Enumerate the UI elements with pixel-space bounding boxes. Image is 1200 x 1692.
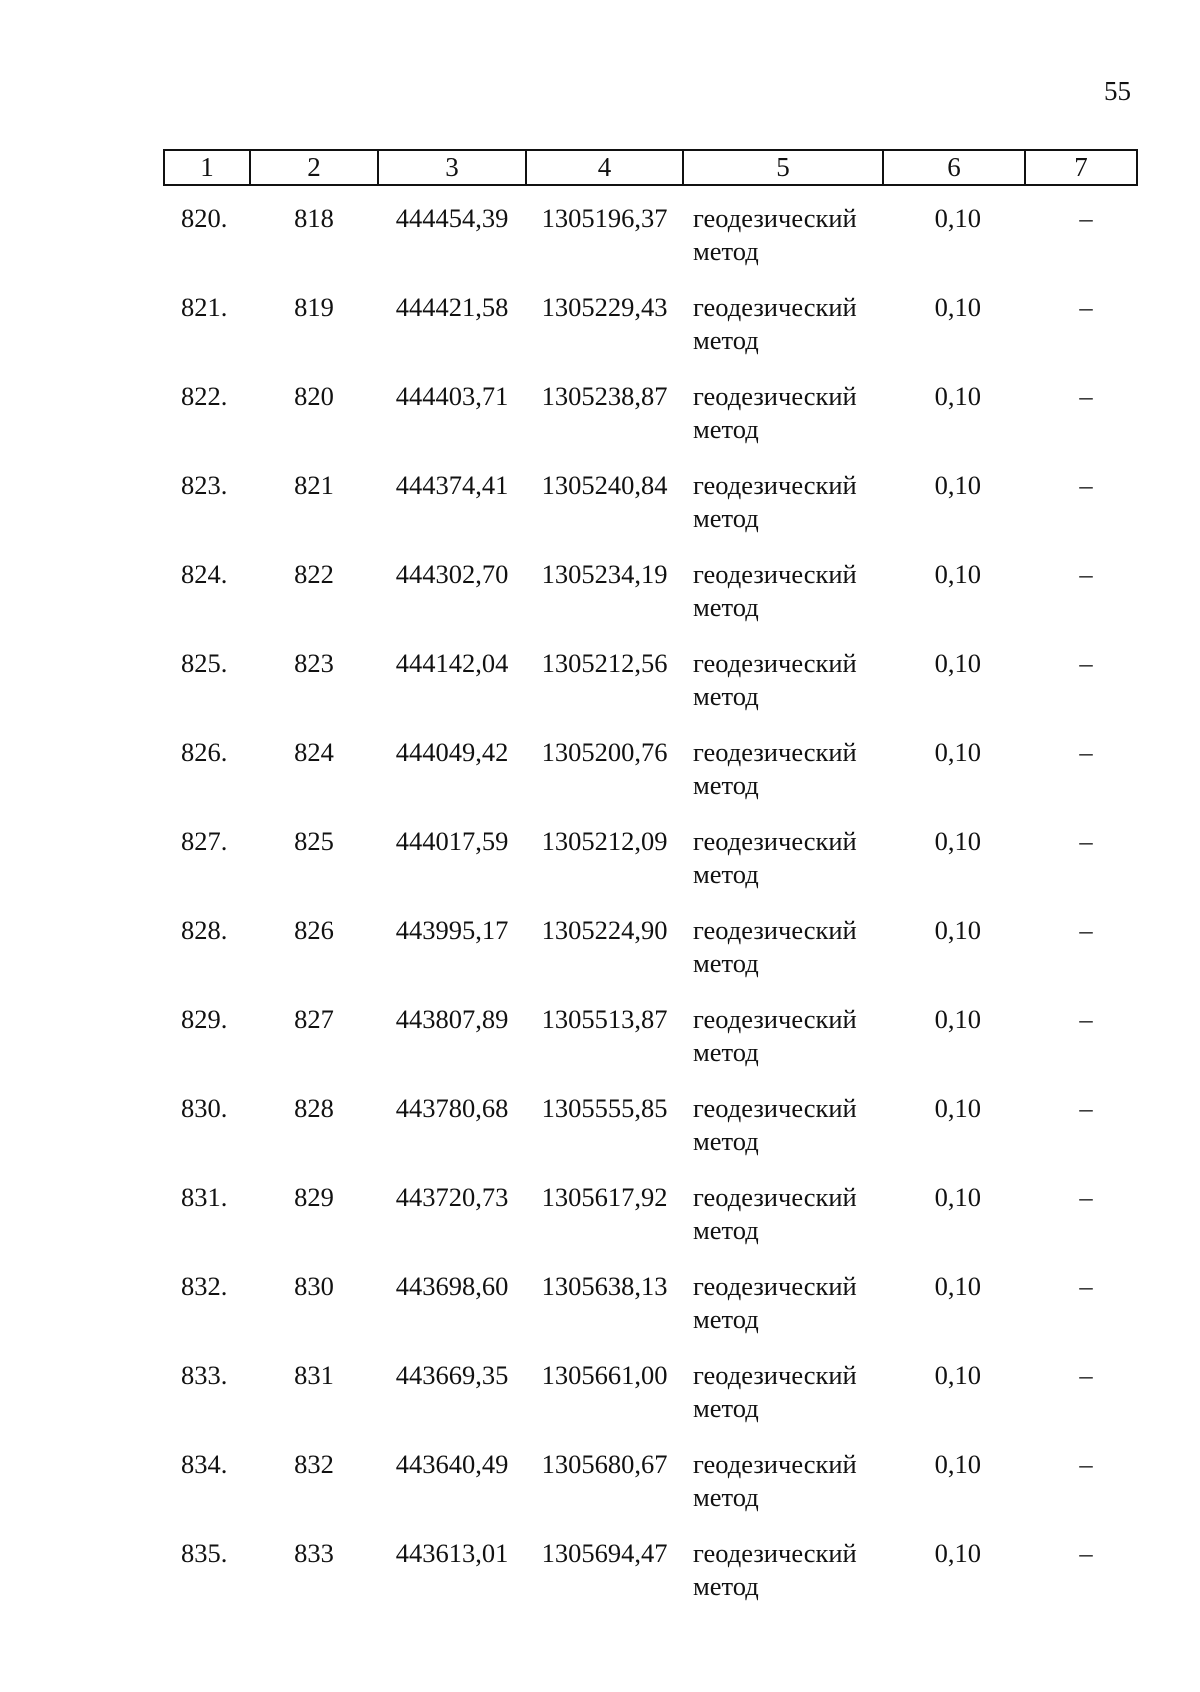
point-number: 829 [294, 1182, 334, 1212]
table-row [164, 185, 1137, 291]
coordinate-x: 444142,04 [395, 648, 509, 678]
coordinate-x: 443640,49 [395, 1449, 509, 1479]
coordinate-y: 1305555,85 [541, 1093, 668, 1123]
coordinate-x: 443807,89 [395, 1004, 509, 1034]
column-header-3: 3 [378, 150, 526, 185]
determination-method [683, 380, 883, 469]
note-value: – [1079, 1271, 1093, 1301]
coordinate-x: 443669,35 [395, 1360, 509, 1390]
determination-method [683, 1270, 883, 1359]
point-number: 818 [294, 203, 334, 233]
point-number: 827 [294, 1004, 334, 1034]
column-header-6: 6 [883, 150, 1025, 185]
note-value: – [1079, 470, 1093, 500]
point-number: 833 [294, 1538, 334, 1568]
coordinate-x: 443780,68 [395, 1093, 509, 1123]
table-header [164, 150, 1137, 185]
method-line-1: геодезический [693, 470, 857, 500]
coordinate-y: 1305680,67 [541, 1449, 668, 1479]
row-number: 833. [181, 1360, 228, 1390]
accuracy-value: 0,10 [934, 1538, 981, 1568]
determination-method [683, 469, 883, 558]
coordinate-x: 444302,70 [395, 559, 509, 589]
accuracy-value: 0,10 [934, 470, 981, 500]
coordinate-y: 1305229,43 [541, 292, 668, 322]
note-value: – [1079, 737, 1093, 767]
method-line-2: метод [693, 948, 759, 978]
method-line-1: геодезический [693, 1538, 857, 1568]
determination-method [683, 1448, 883, 1537]
coordinate-x: 444403,71 [395, 381, 509, 411]
method-line-2: метод [693, 1304, 759, 1334]
method-line-2: метод [693, 1215, 759, 1245]
table-row [164, 558, 1137, 647]
table-row [164, 1448, 1137, 1537]
note-value: – [1079, 381, 1093, 411]
coordinate-y: 1305224,90 [541, 915, 668, 945]
note-value: – [1079, 1004, 1093, 1034]
coordinate-x: 443698,60 [395, 1271, 509, 1301]
accuracy-value: 0,10 [934, 915, 981, 945]
point-number: 830 [294, 1271, 334, 1301]
table-row [164, 914, 1137, 1003]
row-number: 828. [181, 915, 228, 945]
table-row [164, 1537, 1137, 1626]
header-row [164, 150, 1137, 185]
method-line-1: геодезический [693, 203, 857, 233]
point-number: 823 [294, 648, 334, 678]
coordinate-y: 1305200,76 [541, 737, 668, 767]
column-header-2: 2 [250, 150, 378, 185]
row-number: 831. [181, 1182, 228, 1212]
method-line-2: метод [693, 770, 759, 800]
row-number: 821. [181, 292, 228, 322]
row-number: 822. [181, 381, 228, 411]
coordinate-x: 444049,42 [395, 737, 509, 767]
determination-method [683, 185, 883, 291]
note-value: – [1079, 1182, 1093, 1212]
column-header-5: 5 [683, 150, 883, 185]
row-number: 820. [181, 203, 228, 233]
coordinate-y: 1305694,47 [541, 1538, 668, 1568]
determination-method [683, 647, 883, 736]
determination-method [683, 291, 883, 380]
point-number: 819 [294, 292, 334, 322]
determination-method [683, 914, 883, 1003]
coordinate-x: 443720,73 [395, 1182, 509, 1212]
coordinate-y: 1305238,87 [541, 381, 668, 411]
accuracy-value: 0,10 [934, 1449, 981, 1479]
point-number: 821 [294, 470, 334, 500]
table-row [164, 736, 1137, 825]
method-line-1: геодезический [693, 915, 857, 945]
accuracy-value: 0,10 [934, 648, 981, 678]
accuracy-value: 0,10 [934, 1360, 981, 1390]
point-number: 820 [294, 381, 334, 411]
coordinate-y: 1305234,19 [541, 559, 668, 589]
coordinate-x: 443613,01 [395, 1538, 509, 1568]
accuracy-value: 0,10 [934, 826, 981, 856]
method-line-2: метод [693, 1126, 759, 1156]
method-line-1: геодезический [693, 559, 857, 589]
coordinate-y: 1305661,00 [541, 1360, 668, 1390]
table-row [164, 1003, 1137, 1092]
table-row [164, 1181, 1137, 1270]
accuracy-value: 0,10 [934, 1093, 981, 1123]
point-number: 831 [294, 1360, 334, 1390]
method-line-2: метод [693, 1571, 759, 1601]
method-line-1: геодезический [693, 737, 857, 767]
note-value: – [1079, 1360, 1093, 1390]
accuracy-value: 0,10 [934, 1271, 981, 1301]
note-value: – [1079, 915, 1093, 945]
coordinate-x: 444374,41 [395, 470, 509, 500]
row-number: 832. [181, 1271, 228, 1301]
note-value: – [1079, 203, 1093, 233]
method-line-1: геодезический [693, 381, 857, 411]
note-value: – [1079, 1093, 1093, 1123]
method-line-1: геодезический [693, 292, 857, 322]
coordinates-table [163, 149, 1138, 1626]
determination-method [683, 736, 883, 825]
table-row [164, 825, 1137, 914]
note-value: – [1079, 648, 1093, 678]
row-number: 830. [181, 1093, 228, 1123]
method-line-2: метод [693, 1037, 759, 1067]
method-line-1: геодезический [693, 1449, 857, 1479]
row-number: 829. [181, 1004, 228, 1034]
point-number: 822 [294, 559, 334, 589]
determination-method [683, 558, 883, 647]
coordinate-y: 1305617,92 [541, 1182, 668, 1212]
column-header-7: 7 [1025, 150, 1137, 185]
determination-method [683, 1537, 883, 1626]
table-row [164, 1359, 1137, 1448]
page-number: 55 [1104, 76, 1131, 106]
accuracy-value: 0,10 [934, 1004, 981, 1034]
method-line-2: метод [693, 414, 759, 444]
accuracy-value: 0,10 [934, 381, 981, 411]
coordinate-x: 443995,17 [395, 915, 509, 945]
note-value: – [1079, 1538, 1093, 1568]
coordinate-y: 1305513,87 [541, 1004, 668, 1034]
accuracy-value: 0,10 [934, 203, 981, 233]
coordinate-x: 444421,58 [395, 292, 509, 322]
determination-method [683, 1092, 883, 1181]
point-number: 824 [294, 737, 334, 767]
coordinates-table-container [163, 149, 1136, 1626]
method-line-1: геодезический [693, 1182, 857, 1212]
table-body [164, 185, 1137, 1626]
row-number: 825. [181, 648, 228, 678]
row-number: 835. [181, 1538, 228, 1568]
determination-method [683, 1181, 883, 1270]
point-number: 825 [294, 826, 334, 856]
point-number: 832 [294, 1449, 334, 1479]
coordinate-y: 1305212,09 [541, 826, 668, 856]
method-line-1: геодезический [693, 1093, 857, 1123]
row-number: 827. [181, 826, 228, 856]
method-line-1: геодезический [693, 1004, 857, 1034]
table-row [164, 380, 1137, 469]
method-line-2: метод [693, 859, 759, 889]
table-row [164, 1092, 1137, 1181]
method-line-2: метод [693, 1393, 759, 1423]
method-line-1: геодезический [693, 1360, 857, 1390]
method-line-2: метод [693, 592, 759, 622]
method-line-2: метод [693, 1482, 759, 1512]
method-line-2: метод [693, 681, 759, 711]
accuracy-value: 0,10 [934, 559, 981, 589]
table-row [164, 1270, 1137, 1359]
table-row [164, 291, 1137, 380]
row-number: 824. [181, 559, 228, 589]
note-value: – [1079, 826, 1093, 856]
coordinate-y: 1305240,84 [541, 470, 668, 500]
row-number: 826. [181, 737, 228, 767]
method-line-2: метод [693, 503, 759, 533]
coordinate-y: 1305212,56 [541, 648, 668, 678]
coordinate-x: 444454,39 [395, 203, 509, 233]
accuracy-value: 0,10 [934, 737, 981, 767]
accuracy-value: 0,10 [934, 1182, 981, 1212]
method-line-2: метод [693, 325, 759, 355]
point-number: 826 [294, 915, 334, 945]
method-line-2: метод [693, 236, 759, 266]
row-number: 834. [181, 1449, 228, 1479]
table-row [164, 469, 1137, 558]
note-value: – [1079, 1449, 1093, 1479]
note-value: – [1079, 559, 1093, 589]
coordinate-x: 444017,59 [395, 826, 509, 856]
coordinate-y: 1305196,37 [541, 203, 668, 233]
determination-method [683, 1003, 883, 1092]
method-line-1: геодезический [693, 1271, 857, 1301]
table-row [164, 647, 1137, 736]
point-number: 828 [294, 1093, 334, 1123]
determination-method [683, 1359, 883, 1448]
column-header-4: 4 [526, 150, 683, 185]
determination-method [683, 825, 883, 914]
column-header-1: 1 [164, 150, 250, 185]
method-line-1: геодезический [693, 648, 857, 678]
method-line-1: геодезический [693, 826, 857, 856]
note-value: – [1079, 292, 1093, 322]
row-number: 823. [181, 470, 228, 500]
accuracy-value: 0,10 [934, 292, 981, 322]
coordinate-y: 1305638,13 [541, 1271, 668, 1301]
